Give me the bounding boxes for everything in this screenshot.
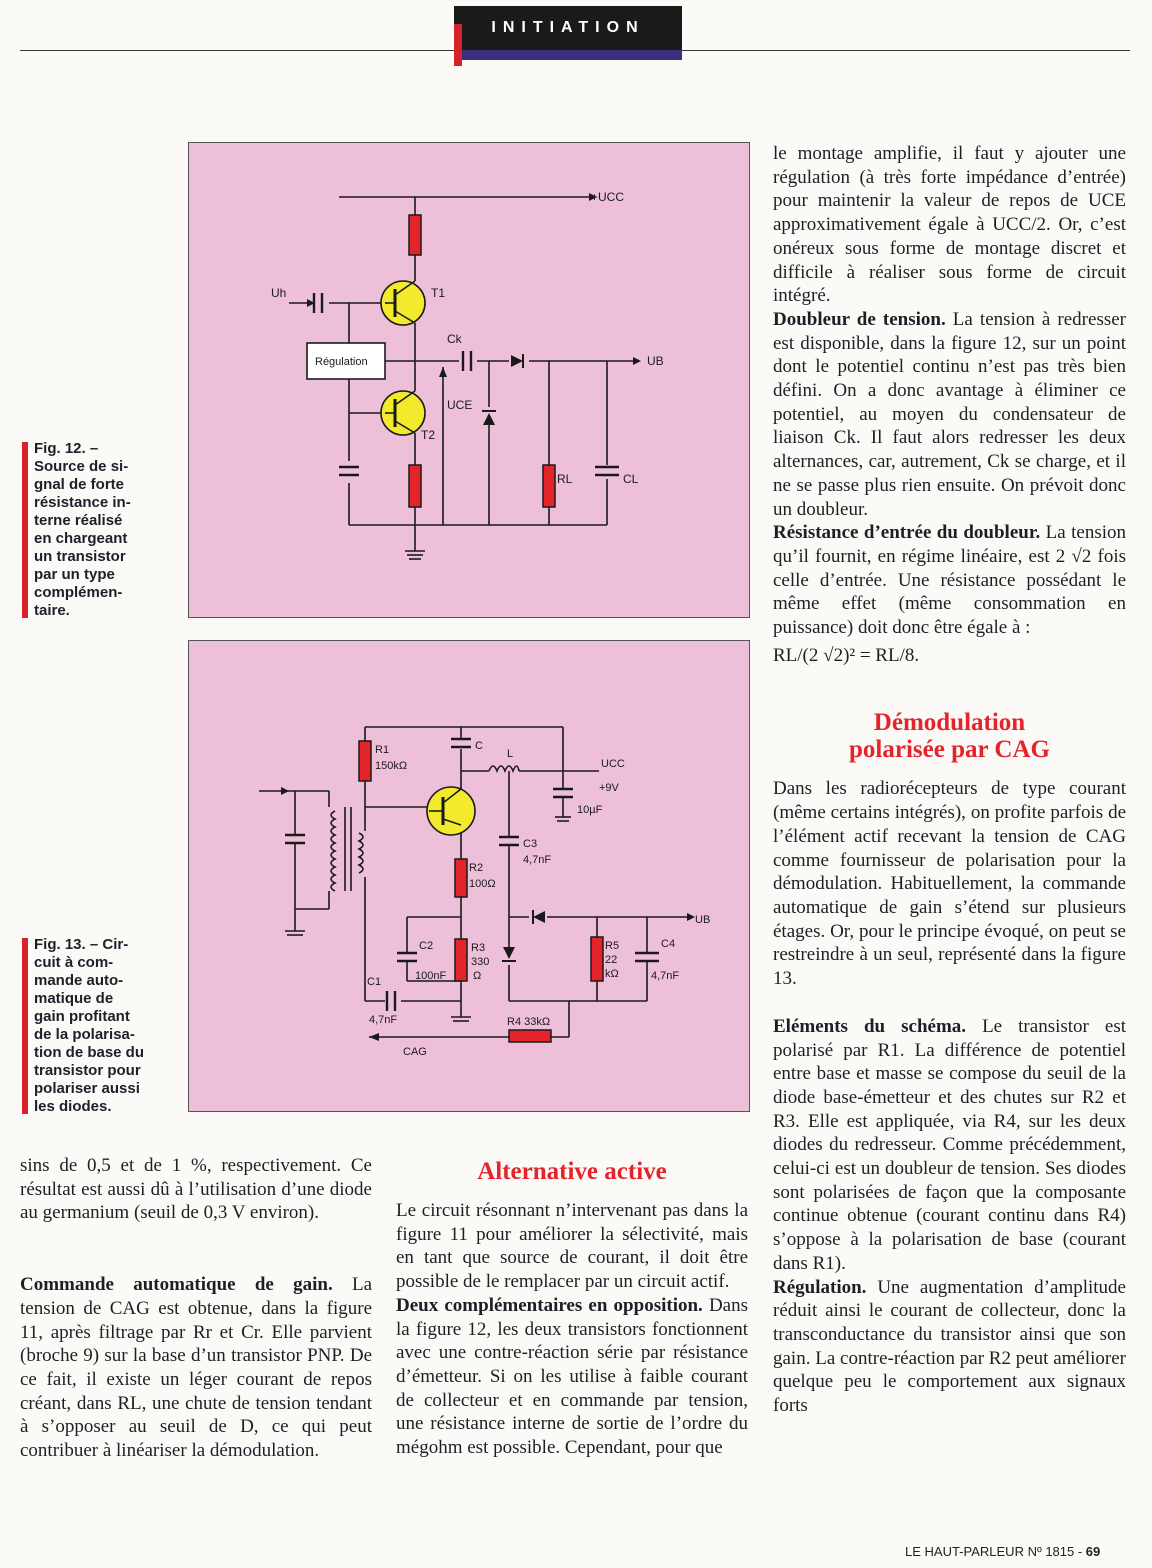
fig12-label-t1: T1 bbox=[431, 286, 446, 300]
page-footer bbox=[905, 1544, 1100, 1559]
col3-lead-3: Résistance d’entrée du doubleur. bbox=[773, 522, 1041, 544]
col2-paragraph-2 bbox=[396, 1294, 748, 1460]
figure-13 bbox=[188, 640, 750, 1112]
fig13-label-10uf: 10µF bbox=[577, 804, 603, 816]
demodulation-heading bbox=[773, 709, 1126, 763]
col3-paragraph-6 bbox=[773, 1276, 1126, 1418]
caption-line: matique de bbox=[34, 990, 114, 1007]
caption-line: tion de base du bbox=[34, 1044, 145, 1061]
section-title: INITIATION bbox=[454, 6, 682, 50]
fig13-label-l: L bbox=[507, 748, 514, 760]
col2-body: Dans la figure 12, les deux transistors fonctionnent avec une contre-réaction série par résistance d’émetteur. Si on les utilise à faible courant de collecteur et en commande par tension, une résistance interne de sortie de l’ordre du mégohm est possible. Cependant, pour que bbox=[396, 1294, 748, 1459]
fig13-label-c4: C4 bbox=[661, 938, 676, 950]
column-2 bbox=[396, 1158, 748, 1460]
fig13-label-r3-unit: Ω bbox=[473, 970, 482, 982]
caption-line: les diodes. bbox=[34, 1098, 112, 1115]
col3-body-6: Une augmentation d’amplitude réduit ainsi le courant de collecteur, donc la transconductance du transistor ainsi que son gain. La contre-réaction par R2 peut améliorer quelque peu le comportement aux signaux forts bbox=[773, 1276, 1126, 1417]
figure-13-caption bbox=[22, 936, 188, 1116]
caption-line: résistance in- bbox=[34, 494, 131, 511]
fig13-label-r4: R4 33kΩ bbox=[507, 1016, 551, 1028]
footer-magazine: LE HAUT-PARLEUR Nº 1815 - bbox=[905, 1544, 1086, 1559]
caption-line: un transistor bbox=[34, 548, 126, 565]
fig13-label-c: C bbox=[475, 740, 483, 752]
caption-line: par un type bbox=[34, 566, 115, 583]
col3-body-2: La tension à redresser est disponible, dans la figure 12, sur un point dont le potentiel continu n’est pas très bien défini. On a donc avantage à éliminer ce potentiel, au moyen du condensateur de liaison Ck. Il faut alors redresser les deux alternances, car, autrement, Ck se charge, et il ne se passe plus rien ensuite. On prévoit donc un doubleur. bbox=[773, 308, 1126, 520]
caption-line: de la polarisa- bbox=[34, 1026, 135, 1043]
fig13-label-r3: R3 bbox=[471, 942, 486, 954]
col1-paragraph-2 bbox=[20, 1273, 372, 1463]
fig13-label-c3-value: 4,7nF bbox=[523, 854, 552, 866]
col2-paragraph-1: Le circuit résonnant n’intervenant pas dans la figure 11 pour améliorer la sélectivité, mais en tant que source de courant, il doit être possible de le remplacer par un circuit actif. bbox=[396, 1200, 748, 1293]
fig13-label-cag: CAG bbox=[403, 1046, 427, 1058]
fig13-label-c1: C1 bbox=[367, 976, 382, 988]
col1-lead: Commande automatique de gain. bbox=[20, 1274, 333, 1296]
demodulation-heading-line-1: Démodulation bbox=[873, 709, 1026, 737]
fig13-label-r3-value: 330 bbox=[471, 956, 490, 968]
caption-line: en chargeant bbox=[34, 530, 128, 547]
fig13-label-c2-value: 100nF bbox=[415, 970, 447, 982]
fig12-label-ck: Ck bbox=[447, 332, 462, 346]
fig13-label-r2: R2 bbox=[469, 862, 484, 874]
caption-line: mande auto- bbox=[34, 972, 124, 989]
caption-line: taire. bbox=[34, 602, 70, 619]
col3-paragraph-1: le montage amplifie, il faut y ajouter une régulation (à très forte impédance d’entrée) pour maintenir la valeur de repos de UCE approximativement égale à UCC/2. Or, c’est onéreux sous forme de montage discret et difficile à réaliser sous forme de circuit intégré. bbox=[773, 143, 1126, 307]
caption-line: Source de si- bbox=[34, 458, 129, 475]
caption-line: complémen- bbox=[34, 584, 123, 601]
figure-12-caption bbox=[22, 440, 184, 620]
fig12-label-cl: CL bbox=[623, 472, 639, 486]
caption-line: cuit à com- bbox=[34, 954, 114, 971]
col3-paragraph-5 bbox=[773, 1015, 1126, 1276]
col3-paragraph-2 bbox=[773, 308, 1126, 521]
figure-12-schematic bbox=[189, 143, 749, 617]
header-purple-accent bbox=[462, 50, 682, 60]
page-number: 69 bbox=[1085, 1544, 1101, 1559]
fig13-label-r5-unit: kΩ bbox=[605, 968, 619, 980]
figure-12 bbox=[188, 142, 750, 618]
fig13-label-r1: R1 bbox=[375, 744, 390, 756]
fig12-label-rl: RL bbox=[557, 472, 573, 486]
fig13-label-c4-value: 4,7nF bbox=[651, 970, 680, 982]
caption-line: polariser aussi bbox=[34, 1080, 140, 1097]
col2-lead: Deux complémentaires en opposition. bbox=[396, 1294, 703, 1316]
fig13-label-c3: C3 bbox=[523, 838, 538, 850]
caption-line: terne réalisé bbox=[34, 512, 123, 529]
fig13-label-r2-value: 100Ω bbox=[469, 878, 496, 890]
alternative-active-heading: Alternative active bbox=[477, 1158, 667, 1185]
fig13-label-9v: +9V bbox=[599, 782, 619, 794]
fig12-label-regulation: Régulation bbox=[315, 356, 368, 368]
fig12-label-uce: UCE bbox=[447, 398, 473, 412]
fig12-label-ucc: +UCC bbox=[591, 190, 625, 204]
fig12-label-uh: Uh bbox=[271, 286, 287, 300]
col3-lead-6: Régulation. bbox=[773, 1276, 867, 1298]
column-3 bbox=[773, 142, 1126, 1418]
col3-body-5: Le transistor est polarisé par R1. La différence de potentiel entre base et masse se compose du seuil de la diode base-émetteur et des chutes sur R2 et R3. Elle est appliquée, via R4, sur les deux diodes du redresseur. Comme précédemment, celui-ci est un doubleur de tension. Ses diodes sont polarisées de façon que la composante continue obtenue (courant continu dans R4) s’oppose à la polarisation de base (courant dans R1). bbox=[773, 1015, 1126, 1274]
fig13-label-ub: UB bbox=[695, 914, 711, 926]
col1-body: La tension de CAG est obtenue, dans la figure 11, après filtrage par Rr et Cr. Elle parvient (broche 9) sur la base d’un transistor PNP. De ce fait, il existe un léger courant de repos créant, dans RL, une chute de tension tendant à s’opposer au seuil de D, ce qui peut contribuer à linéariser la démodulation. bbox=[20, 1274, 372, 1462]
fig13-label-r5: R5 bbox=[605, 940, 620, 952]
caption-line: Fig. 13. – Cir- bbox=[34, 936, 129, 953]
column-1 bbox=[20, 1154, 372, 1463]
fig13-label-ucc: UCC bbox=[601, 758, 625, 770]
col3-lead-5: Eléments du schéma. bbox=[773, 1015, 967, 1037]
caption-line: gain profitant bbox=[34, 1008, 130, 1025]
caption-line: transistor pour bbox=[34, 1062, 141, 1079]
fig13-label-c2: C2 bbox=[419, 940, 434, 952]
col3-body-3: La tension qu’il fournit, en régime linéaire, est 2 √2 fois celle d’entrée. Une résistance possédant le même effet (même consommation en puissance) doit donc être égale à : bbox=[773, 522, 1126, 639]
fig12-label-t2: T2 bbox=[421, 428, 436, 442]
figure-13-schematic bbox=[189, 641, 749, 1111]
caption-line: gnal de forte bbox=[34, 476, 125, 493]
col3-formula: RL/(2 √2)² = RL/8. bbox=[773, 644, 920, 666]
col1-paragraph-1: sins de 0,5 et de 1 %, respectivement. Ce résultat est aussi dû à l’utilisation d’une diode au germanium (seuil de 0,3 V environ). bbox=[20, 1155, 372, 1224]
fig12-label-ub: UB bbox=[647, 354, 664, 368]
caption-line: Fig. 12. – bbox=[34, 440, 99, 457]
fig13-label-r1-value: 150kΩ bbox=[375, 760, 408, 772]
col3-paragraph-4: Dans les radiorécepteurs de type courant (même certains intégrés), on profite parfois de l’élément actif recevant la tension de CAG comme fournisseur de polarisation pour la démodulation. Habituellement, la commande automatique de gain s’étend sur plusieurs étages. Or, pour le principe évoqué, on peut se restreindre à un seul, représenté dans la figure 13. bbox=[773, 778, 1126, 990]
demodulation-heading-line-2: polarisée par CAG bbox=[849, 736, 1050, 764]
col3-lead-2: Doubleur de tension. bbox=[773, 308, 946, 330]
fig13-label-r5-value: 22 bbox=[605, 954, 618, 966]
col3-paragraph-3 bbox=[773, 521, 1126, 640]
header-red-accent bbox=[454, 24, 462, 66]
fig13-label-c1-value: 4,7nF bbox=[369, 1014, 398, 1026]
